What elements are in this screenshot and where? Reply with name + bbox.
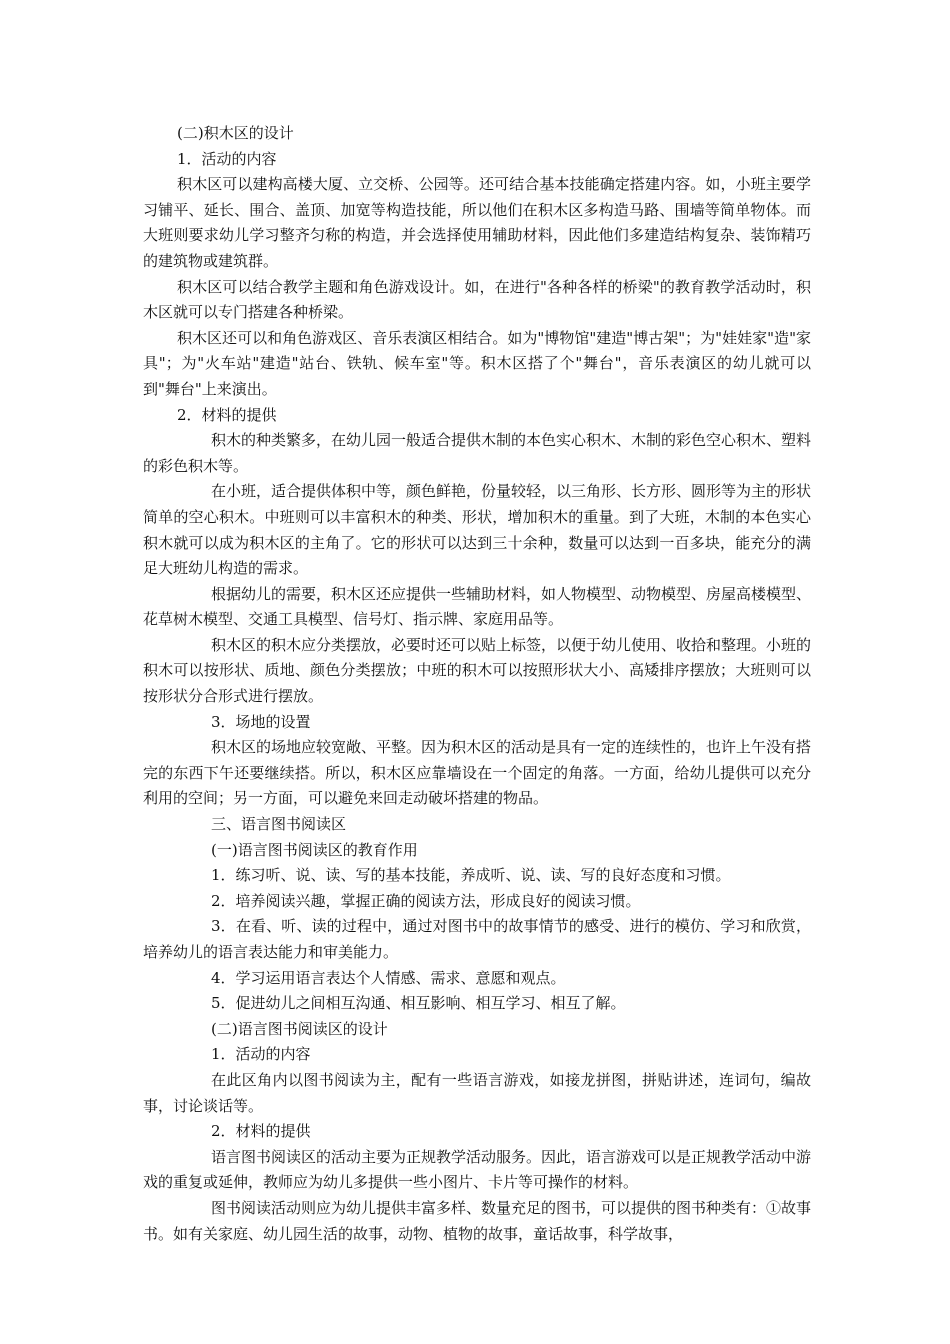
- subsection-heading: 2．材料的提供: [211, 1122, 311, 1141]
- body-paragraph: 图书阅读活动则应为幼儿提供丰富多样、数量充足的图书，可以提供的图书种类有：①故事书。如有关家庭、幼儿园生活的故事，动物、植物的故事，童话故事，科学故事，: [143, 1198, 812, 1243]
- document-body: [143, 121, 811, 1247]
- list-item: 3．在看、听、读的过程中，通过对图书中的故事情节的感受、进行的模仿、学习和欣赏，培养幼儿的语言表达能力和审美能力。: [143, 917, 811, 961]
- body-paragraph: 在小班，适合提供体积中等，颜色鲜艳，份量较轻，以三角形、长方形、圆形等为主的形状简单的空心积木。中班则可以丰富积木的种类、形状，增加积木的重量。到了大班，木制的本色实心积木就可以成为积木区的主角了。它的形状可以达到三十余种，数量可以达到一百多块，能充分的满足大班幼儿构造的需求。: [143, 482, 812, 578]
- body-paragraph: 积木区可以建构高楼大厦、立交桥、公园等。还可结合基本技能确定搭建内容。如，小班主要学习铺平、延长、围合、盖顶、加宽等构造技能，所以他们在积木区多构造马路、围墙等简单物体。而大班则要求幼儿学习整齐匀称的构造，并会选择使用辅助材料，因此他们多建造结构复杂、装饰精巧的建筑物或建筑群。: [143, 175, 811, 270]
- section-heading: (二)语言图书阅读区的设计: [211, 1019, 388, 1038]
- subsection-heading: 2．材料的提供: [177, 405, 277, 424]
- list-item: 5．促进幼儿之间相互沟通、相互影响、相互学习、相互了解。: [211, 994, 626, 1013]
- body-paragraph: 积木区可以结合教学主题和角色游戏设计。如，在进行"各种各样的桥梁"的教育教学活动时，积木区就可以专门搭建各种桥梁。: [143, 277, 811, 322]
- body-paragraph: 在此区角内以图书阅读为主，配有一些语言游戏，如接龙拼图，拼贴讲述，连词句，编故事，讨论谈话等。: [143, 1070, 811, 1115]
- section-heading: (一)语言图书阅读区的教育作用: [211, 840, 418, 859]
- list-item: 1．练习听、说、读、写的基本技能，养成听、说、读、写的良好态度和习惯。: [211, 866, 731, 885]
- body-paragraph: 积木区还可以和角色游戏区、音乐表演区相结合。如为"博物馆"建造"博古架"；为"娃娃家"造"家具"；为"火车站"建造"站台、铁轨、候车室"等。积木区搭了个"舞台"，音乐表演区的幼儿就可以到"舞台"上来演出。: [143, 328, 811, 398]
- section-heading: 三、语言图书阅读区: [211, 815, 347, 834]
- list-item: 4．学习运用语言表达个人情感、需求、意愿和观点。: [211, 968, 566, 987]
- list-item: 2．培养阅读兴趣，掌握正确的阅读方法，形成良好的阅读习惯。: [211, 891, 641, 910]
- body-paragraph: 积木区的场地应较宽敞、平整。因为积木区的活动是具有一定的连续性的，也许上午没有搭完的东西下午还要继续搭。所以，积木区应靠墙设在一个固定的角落。一方面，给幼儿提供可以充分利用的空间；另一方面，可以避免来回走动破坏搭建的物品。: [143, 738, 812, 808]
- body-paragraph: 根据幼儿的需要，积木区还应提供一些辅助材料，如人物模型、动物模型、房屋高楼模型、花草树木模型、交通工具模型、信号灯、指示牌、家庭用品等。: [143, 584, 812, 629]
- subsection-heading: 1．活动的内容: [211, 1045, 311, 1064]
- body-paragraph: 语言图书阅读区的活动主要为正规教学活动服务。因此，语言游戏可以是正规教学活动中游戏的重复或延伸，教师应为幼儿多提供一些小图片、卡片等可操作的材料。: [143, 1147, 812, 1192]
- section-heading: (二)积木区的设计: [177, 124, 294, 142]
- body-paragraph: 积木区的积木应分类摆放，必要时还可以贴上标签，以便于幼儿使用、收拾和整理。小班的积木可以按形状、质地、颜色分类摆放；中班的积木可以按照形状大小、高矮排序摆放；大班则可以按形状分合形式进行摆放。: [143, 635, 812, 706]
- body-paragraph: 积木的种类繁多，在幼儿园一般适合提供木制的本色实心积木、木制的彩色空心积木、塑料的彩色积木等。: [143, 431, 812, 475]
- subsection-heading: 3．场地的设置: [211, 712, 311, 731]
- subsection-heading: 1．活动的内容: [177, 149, 277, 168]
